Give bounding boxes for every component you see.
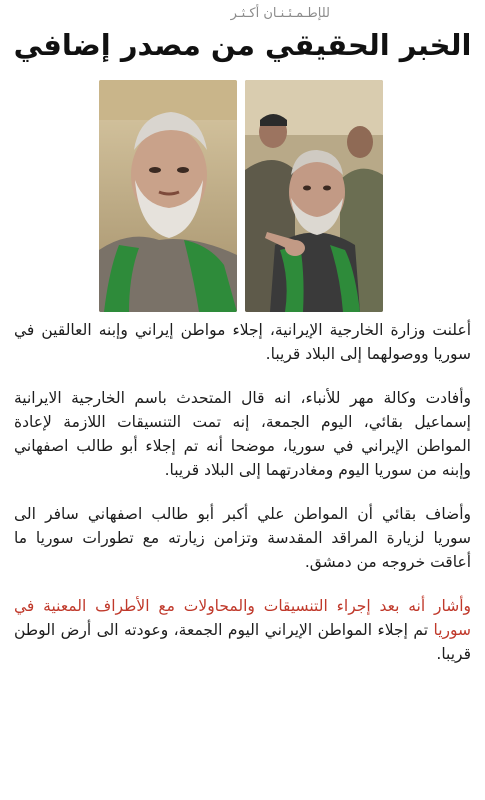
paragraph-3: وأضاف بقائي أن المواطن علي أكبر أبو طالب اصفهاني سافر الى سوريا لزيارة المراقد المقدسة وتزامن زيارته مع تطورات سوريا ما أعاقت خروجه من دمشق. (14, 505, 471, 571)
man-portrait-photo[interactable] (99, 80, 237, 312)
paragraph-4 (14, 594, 471, 666)
man-gesturing-photo[interactable] (245, 80, 383, 312)
highlighted-text: وأشار أنه بعد إجراء التنسيقات والمحاولات مع الأطراف المعنية في سوريا (14, 597, 471, 639)
photo-strip (99, 80, 383, 312)
paragraph-4-rest: تم إجلاء المواطن الإيراني اليوم الجمعة، وعودته الى أرض الوطن قريبا. (14, 621, 471, 663)
article-body (14, 318, 471, 686)
headline: الخبر الحقيقي من مصدر إضافي (13, 28, 472, 62)
paragraph-1: أعلنت وزارة الخارجية الإيرانية، إجلاء مواطن إيراني وإبنه العالقين في سوريا ووصولهما إلى البلاد قريبا. (14, 321, 471, 363)
kicker-text: للإطـمـئـنـان أكـثـر (230, 6, 330, 21)
paragraph-2: وأفادت وكالة مهر للأنباء، انه قال المتحدث باسم الخارجية الايرانية إسماعيل بقائي، اليوم الجمعة، إنه تمت التنسيقات اللازمة لإعادة المواطن الإيراني في سوريا، موضحا أنه تم إجلاء أبو طالب اصفهاني وإبنه من سوريا اليوم ومغادرتهما إلى البلاد قريبا. (14, 389, 471, 479)
